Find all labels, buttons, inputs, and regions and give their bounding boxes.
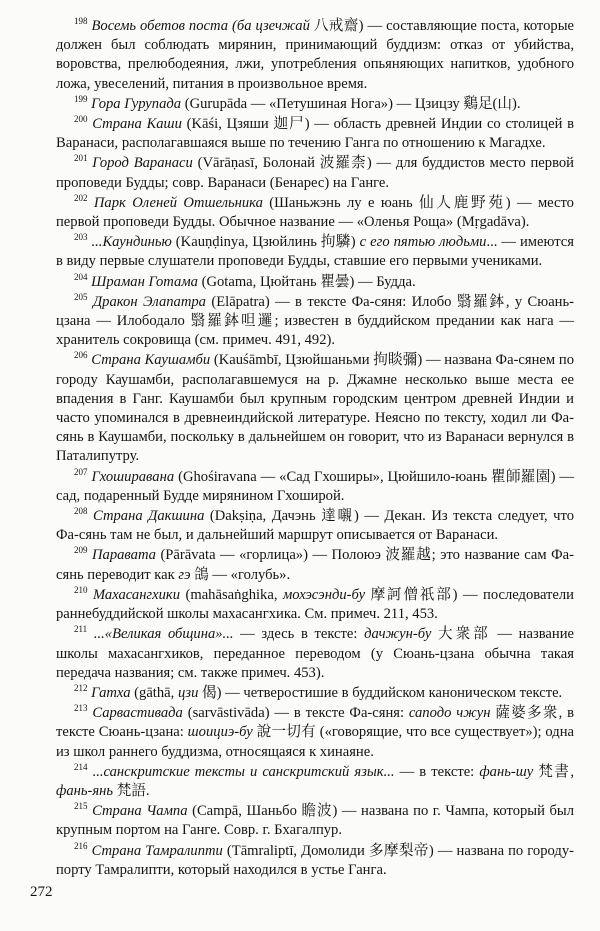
note-text: (gāthā, [130, 684, 178, 701]
note-number: 210 [74, 585, 88, 596]
endnote [56, 802, 574, 840]
note-term: Дракон Элапатра [92, 293, 206, 310]
note-text: 說一切有 («говорящие, что все существует»); одна из школ раннего буддизма, относящаяся к хинаяне. [56, 724, 574, 760]
note-number: 198 [74, 16, 88, 27]
endnote [56, 273, 574, 292]
note-text: 八戒齋) — составляющие поста, которые должен был соблюдать мирянин, принимающий буддизм: отказ от убийства, воровства, прелюбодеяния, лжи, употребления опьяняющих напитков, удобного ложа, увеселений, питания в произвольное время. [56, 18, 574, 92]
note-text: 摩訶僧祇部) — последователи раннебуддийской школы махасангхика. См. примеч. 211, 453. [56, 586, 574, 623]
note-term: фань-шу [479, 763, 534, 780]
note-term: Город Варанаси [92, 155, 193, 172]
endnote [56, 763, 574, 801]
note-term: мохэсэнди-бу [282, 586, 366, 603]
note-number: 202 [74, 192, 88, 203]
note-text: (Шаньжэнь лу е юань 仙人鹿野苑) — место первой проповеди Будды. Обычное название — «Оленья Роща» (Mṛgadāva). [56, 194, 574, 231]
endnote [56, 293, 574, 351]
note-text: — здесь в тексте: [233, 626, 365, 643]
note-term: Гхоширавана [91, 468, 175, 485]
note-term: шоициэ-бу [187, 724, 253, 741]
note-text: 梵書, [533, 763, 574, 780]
note-number: 215 [74, 801, 88, 812]
note-text: (Campā, Шаньбо 瞻波) — названа по г. Чампа, который был крупным портом на Ганге. Совр. г. Бхагалпур. [56, 803, 574, 839]
note-number: 213 [74, 703, 88, 714]
endnotes-list [56, 17, 574, 881]
endnote [56, 704, 574, 762]
note-number: 207 [74, 466, 88, 477]
endnote [56, 154, 574, 192]
endnote [56, 233, 574, 271]
note-number: 208 [74, 506, 88, 517]
note-text: (Ghośiravana — «Сад Гхоширы», Цюйшило-юань 瞿師羅園) — сад, подаренный Будде мирянином Гхоширой. [56, 468, 574, 504]
note-term: цзи [177, 684, 199, 701]
note-term: Страна Каушамби [91, 352, 211, 369]
endnote [56, 507, 574, 545]
note-term: Сарвастивада [92, 705, 183, 722]
note-text [87, 626, 94, 642]
note-number: 216 [74, 840, 88, 851]
note-term: ...санскритские тексты и санскритский язык... [92, 763, 395, 780]
note-number: 209 [74, 545, 88, 556]
note-text: (sarvāstivāda) — в тексте Фа-сяня: [182, 705, 409, 722]
note-term: Страна Дакшина [93, 508, 205, 525]
note-number: 203 [74, 232, 88, 243]
note-term: фань-янь [56, 782, 114, 799]
endnote [56, 95, 574, 114]
note-text: (mahāsaṅghika, [180, 586, 283, 603]
endnote [56, 194, 574, 232]
note-text: (Kauśāmbī, Цзюйшаньми 拘睒彌) — названа Фа-сянем по городу Каушамби, располагавшемуся на р. Джамне несколько выше места ее впадения в Ганг. Каушамби был крупным городским центром древней Индии и часто упоминался в древнеиндийской литературе. Неясно по тексту, ходил ли Фа-сянь в Каушамби, поскольку в дальнейшем он говорит, что из Варанаси вернулся в Паталипутру. [56, 352, 574, 465]
note-term: с его пятью людьми [359, 234, 487, 251]
note-term: ...«Великая община»... [93, 626, 234, 643]
note-term: ...Каундинью [91, 234, 172, 251]
endnote [56, 115, 574, 153]
note-number: 211 [74, 624, 88, 635]
endnote [56, 625, 574, 683]
note-text: 鴿 — «голубь». [190, 566, 291, 583]
note-term: Страна Чампа [92, 803, 188, 820]
note-term: Страна Тамралипти [91, 842, 223, 859]
note-text: (Vārāṇasī, Болонай 波羅柰) — для буддистов место первой проповеди Будды; совр. Варанаси (Бенарес) на Ганге. [56, 155, 574, 191]
note-term: Страна Каши [92, 116, 182, 133]
endnote [56, 468, 574, 506]
note-term: Паравата [91, 547, 156, 564]
note-term: Гатха [91, 684, 131, 701]
endnote [56, 586, 574, 624]
note-text: (Pārāvata — «горлица») — Полоюэ 波羅越; это название сам Фа-сянь переводит как [56, 547, 574, 583]
note-number: 201 [74, 153, 88, 164]
page-number: 272 [30, 884, 53, 900]
endnote [56, 17, 574, 94]
note-number: 205 [74, 291, 88, 302]
note-term: гэ [178, 566, 191, 583]
note-term: саподо чжун [408, 705, 491, 722]
endnote [56, 546, 574, 584]
note-number: 200 [74, 114, 88, 125]
note-text: (Tāmraliptī, Домолиди 多摩梨帝) — названа по городу-порту Тамралипти, который находился в устье Ганга. [56, 842, 574, 878]
note-number: 204 [74, 271, 88, 282]
endnote [56, 684, 574, 703]
note-text: (Kāśi, Цзяши 迦尸) — область древней Индии со столицей в Варанаси, располагавшаяся выше по течению Ганга по отношению к Магадхе. [56, 116, 575, 152]
note-term: дачжун-бу [364, 626, 432, 643]
note-number: 214 [74, 761, 88, 772]
note-number: 212 [74, 683, 88, 694]
note-text: 薩婆多衆, в тексте Сюань-цзана: [56, 705, 574, 741]
note-term: Парк Оленей Отшельника [93, 194, 263, 211]
endnote [56, 351, 574, 466]
endnote [56, 842, 574, 880]
note-text: (Kauṇḍinya, Цзюйлинь 拘驎) [171, 234, 360, 251]
note-term: Гора Гурупада [91, 95, 182, 112]
note-text: (Elāpatra) — в тексте Фа-сяня: Илобо 翳羅鉢, у Сюань-цзана — Илободало 翳羅鉢呾邏; известен в буддийском предании как нага — хранитель сокровища (см. примеч. 491, 492). [56, 293, 574, 349]
note-text: — в тексте: [394, 763, 480, 780]
note-text: (Gotama, Цюйтань 瞿曇) — Будда. [197, 273, 416, 290]
note-text: (Dakṣiṇa, Дачэнь 達嚫) — Декан. Из текста следует, что Фа-сянь там не был, и дальнейший маршрут описывается от Варанаси. [56, 508, 574, 544]
note-text: (Gurupāda — «Петушиная Нога») — Цзицзу 鷄足(山). [181, 95, 521, 112]
note-number: 199 [74, 93, 88, 104]
note-number: 206 [74, 350, 88, 361]
note-term: Махасангхики [92, 586, 181, 603]
note-text: ... — имеются в виду первые слушатели проповеди Будды, ставшие его первыми учениками. [56, 234, 574, 270]
note-text: 梵語. [113, 782, 150, 799]
note-term: Восемь обетов поста (ба цзечжай [91, 18, 310, 34]
note-text: 大衆部 — название школы махасангхиков, переданное переводом (у Сюань-цзана обычна такая передача названия; см. также примеч. 453). [56, 626, 574, 681]
note-term: Шраман Готама [91, 273, 198, 290]
note-text: 偈) — четверостишие в буддийском каноническом тексте. [198, 684, 563, 701]
